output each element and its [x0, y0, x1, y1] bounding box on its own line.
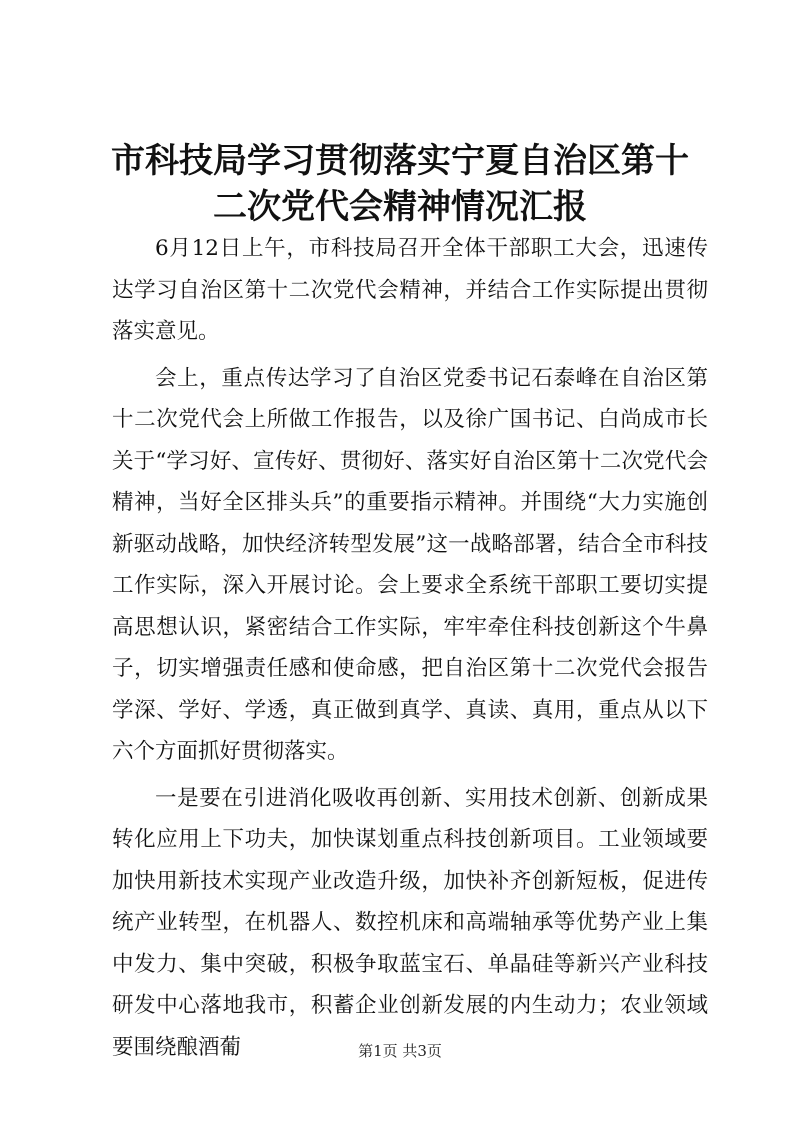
paragraph-3: 一是要在引进消化吸收再创新、实用技术创新、创新成果转化应用上下功夫，加快谋划重点科技创新项目。工业领域要加快用新技术实现产业改造升级，加快补齐创新短板，促进传统产业转型，在机器人、数控机床和高端轴承等优势产业上集中发力、集中突破，积极争取蓝宝石、单晶硅等新兴产业科技研发中心落地我市，积蓄企业创新发展的内生动力；农业领域要围绕酿酒葡: [112, 785, 708, 1060]
document-title: 市科技局学习贯彻落实宁夏自治区第十二次党代会精神情况汇报: [111, 141, 689, 227]
paragraph-1: 6月12日上午，市科技局召开全体干部职工大会，迅速传达学习自治区第十二次党代会精神，并结合工作实际提出贯彻落实意见。: [112, 236, 708, 344]
paragraph-2: 会上，重点传达学习了自治区党委书记石泰峰在自治区第十二次党代会上所做工作报告，以及徐广国书记、白尚成市长关于“学习好、宣传好、贯彻好、落实好自治区第十二次党代会精神，当好全区排头兵”的重要指示精神。并围绕“大力实施创新驱动战略，加快经济转型发展”这一战略部署，结合全市科技工作实际，深入开展讨论。会上要求全系统干部职工要切实提高思想认识，紧密结合工作实际，牢牢牵住科技创新这个牛鼻子，切实增强责任感和使命感，把自治区第十二次党代会报告学深、学好、学透，真正做到真学、真读、真用，重点从以下六个方面抓好贯彻落实。: [112, 365, 708, 764]
document-body: [112, 228, 708, 1073]
page-footer: 第1页 共3页: [358, 1042, 442, 1060]
